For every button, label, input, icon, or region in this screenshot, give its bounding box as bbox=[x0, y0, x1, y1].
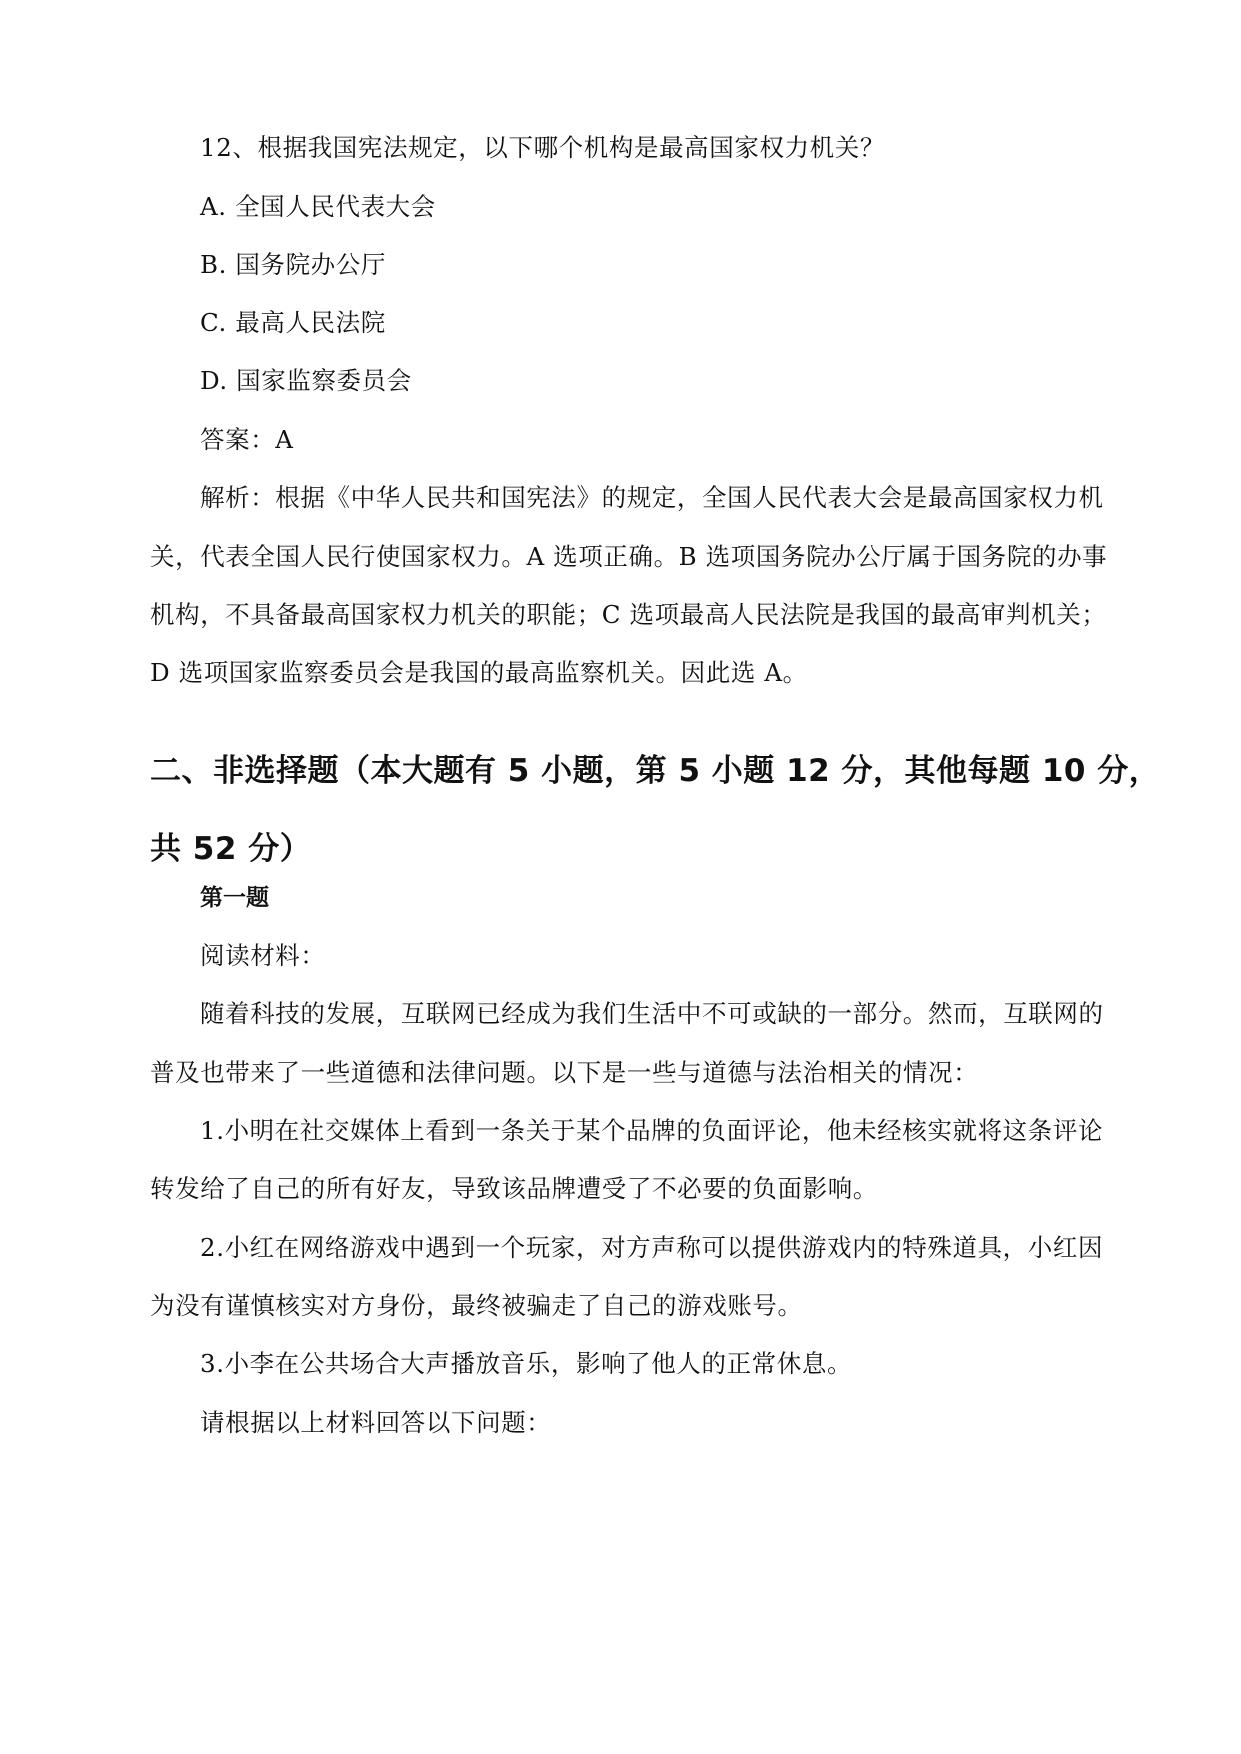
section-heading-line-2: 共 52 分） bbox=[150, 831, 312, 867]
case-2-line-1: 2.小红在网络游戏中遇到一个玩家，对方声称可以提供游戏内的特殊道具，小红因 bbox=[200, 1233, 1104, 1262]
case-2-line-2: 为没有谨慎核实对方身份，最终被骗走了自己的游戏账号。 bbox=[150, 1291, 803, 1320]
read-material-label: 阅读材料： bbox=[200, 941, 326, 970]
option-c: C. 最高人民法院 bbox=[200, 308, 386, 337]
option-a: A. 全国人民代表大会 bbox=[200, 192, 436, 221]
question-one-title: 第一题 bbox=[200, 885, 269, 911]
question-prompt: 请根据以上材料回答以下问题： bbox=[200, 1408, 552, 1437]
option-d: D. 国家监察委员会 bbox=[200, 366, 412, 395]
question-12-stem: 12、根据我国宪法规定，以下哪个机构是最高国家权力机关？ bbox=[200, 133, 885, 162]
answer-line: 答案：A bbox=[200, 425, 294, 454]
option-b: B. 国务院办公厅 bbox=[200, 250, 386, 279]
intro-line-1: 随着科技的发展，互联网已经成为我们生活中不可或缺的一部分。然而，互联网的 bbox=[200, 999, 1104, 1028]
case-1-line-2: 转发给了自己的所有好友，导致该品牌遭受了不必要的负面影响。 bbox=[150, 1174, 878, 1203]
case-3-line: 3.小李在公共场合大声播放音乐，影响了他人的正常休息。 bbox=[200, 1349, 853, 1378]
analysis-line-1: 解析：根据《中华人民共和国宪法》的规定，全国人民代表大会是最高国家权力机 bbox=[200, 483, 1104, 512]
section-heading-line-1: 二、非选择题（本大题有 5 小题，第 5 小题 12 分，其他每题 10 分， bbox=[150, 753, 1161, 789]
analysis-line-2: 关，代表全国人民行使国家权力。A 选项正确。B 选项国务院办公厅属于国务院的办事 bbox=[150, 542, 1108, 571]
analysis-line-4: D 选项国家监察委员会是我国的最高监察机关。因此选 A。 bbox=[150, 658, 808, 687]
intro-line-2: 普及也带来了一些道德和法律问题。以下是一些与道德与法治相关的情况： bbox=[150, 1058, 979, 1087]
case-1-line-1: 1.小明在社交媒体上看到一条关于某个品牌的负面评论，他未经核实就将这条评论 bbox=[200, 1116, 1104, 1145]
analysis-line-3: 机构，不具备最高国家权力机关的职能；C 选项最高人民法院是我国的最高审判机关； bbox=[150, 600, 1107, 629]
